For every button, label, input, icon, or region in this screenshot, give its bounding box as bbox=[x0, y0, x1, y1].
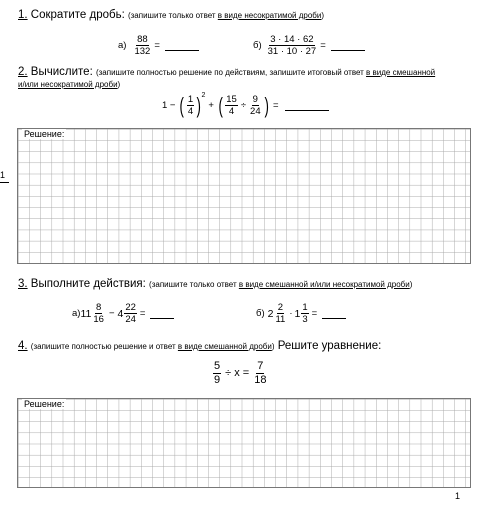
task4-heading bbox=[18, 340, 381, 352]
solution-label: Решение: bbox=[24, 399, 65, 409]
task3-item-a: а) 11 $\frac{8}{16}$ − 4 $\frac{22}{24}$ = bbox=[72, 302, 174, 325]
task1-a-label: а) bbox=[118, 40, 127, 51]
task4-title: Решите уравнение: bbox=[277, 340, 382, 352]
task1-item-b: б) $\frac{3 \cdot 14 \cdot 62}{31 \cdot 10 \cdot 27}$ = bbox=[253, 34, 365, 57]
task2-expression: 1 − ( $\frac{1}{4}$ ) 2 + ( $\frac{15}{4}$ ÷ $\frac{9}{24}$ ) = bbox=[162, 94, 329, 117]
solution-grid-1[interactable] bbox=[17, 128, 471, 264]
task1-number: 1. bbox=[18, 9, 28, 21]
fraction: $\frac{8}{16}$ bbox=[93, 302, 104, 325]
fraction: $\frac{9}{24}$ bbox=[250, 94, 261, 117]
fraction: $\frac{1}{3}$ bbox=[302, 302, 308, 325]
fraction: $\frac{5}{9}$ bbox=[214, 360, 221, 386]
task4-equation: $\frac{5}{9}$ ÷ x = $\frac{7}{18}$ bbox=[214, 360, 267, 386]
task1-note: (запишите только ответ в виде несократимой дроби) bbox=[127, 11, 325, 20]
fraction: $\frac{1}{4}$ bbox=[187, 94, 194, 117]
task3-number: 3. bbox=[18, 278, 28, 290]
task3-title: Выполните действия: bbox=[30, 278, 146, 290]
task2-title: Вычислите: bbox=[30, 66, 93, 78]
task1-title: Сократите дробь: bbox=[30, 9, 125, 21]
answer-blank[interactable] bbox=[165, 40, 199, 51]
margin-line bbox=[0, 182, 9, 183]
page-number: 1 bbox=[455, 491, 461, 501]
answer-blank[interactable] bbox=[285, 100, 329, 111]
fraction: $\frac{2}{11}$ bbox=[275, 302, 286, 325]
fraction: $\frac{7}{18}$ bbox=[254, 360, 267, 386]
task2-number: 2. bbox=[18, 66, 28, 78]
task2-note-cont: и/или несократимой дроби) bbox=[18, 80, 121, 89]
answer-blank[interactable] bbox=[331, 40, 365, 51]
task4-note: (запишите полностью решение и ответ в виде смешанной дроби) bbox=[30, 342, 275, 351]
fraction: $\frac{3 \cdot 14 \cdot 62}{31 \cdot 10 \cdot 27}$ bbox=[267, 34, 317, 57]
task1-b-label: б) bbox=[253, 40, 262, 51]
answer-blank[interactable] bbox=[322, 308, 346, 319]
solution-grid-2[interactable] bbox=[17, 398, 471, 488]
task3-note: (запишите только ответ в виде смешанной и/или несократимой дроби) bbox=[149, 280, 413, 289]
answer-blank[interactable] bbox=[150, 308, 174, 319]
fraction: $\frac{15}{4}$ bbox=[226, 94, 237, 117]
task3-item-b: б) 2 $\frac{2}{11}$ · 1 $\frac{1}{3}$ = bbox=[256, 302, 346, 325]
fraction: $\frac{88}{132}$ bbox=[134, 34, 151, 57]
task1-item-a: а) $\frac{88}{132}$ = bbox=[118, 34, 199, 57]
solution-label: Решение: bbox=[24, 129, 65, 139]
task2-heading bbox=[18, 66, 435, 78]
fraction: $\frac{22}{24}$ bbox=[125, 302, 136, 325]
exponent: 2 bbox=[201, 92, 206, 99]
task2-note: (запишите полностью решение по действиям, запишите итоговый ответ в виде смешанной bbox=[95, 68, 436, 77]
margin-number: 1 bbox=[0, 170, 6, 180]
task4-number: 4. bbox=[18, 340, 28, 352]
task3-heading bbox=[18, 278, 412, 290]
task1-heading bbox=[18, 9, 324, 21]
